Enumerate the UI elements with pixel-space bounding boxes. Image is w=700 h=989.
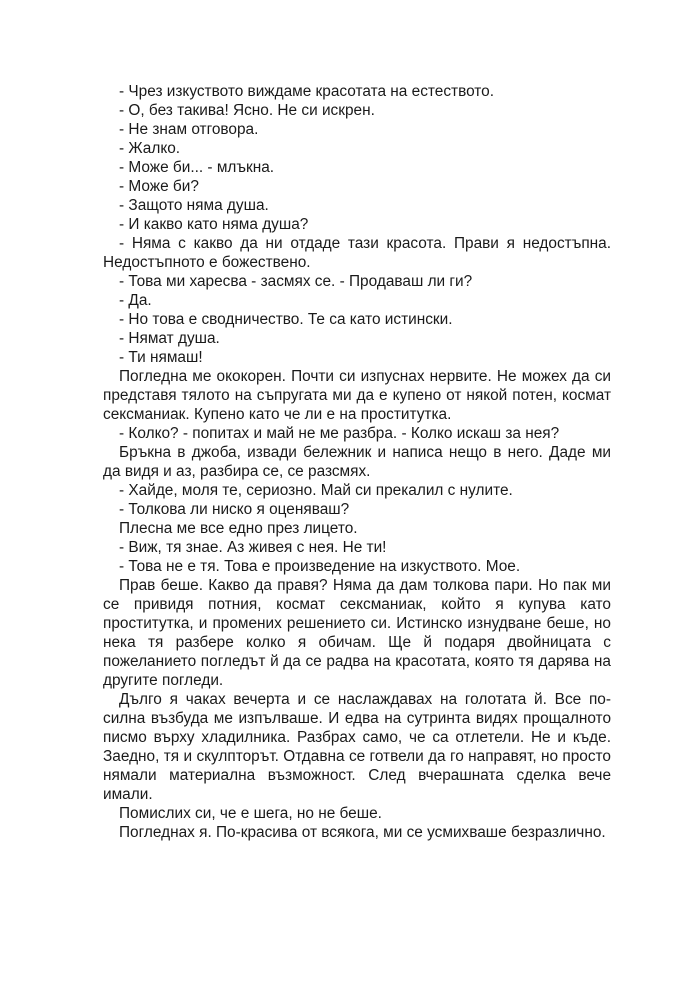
paragraph: - Може би? (119, 178, 199, 195)
paragraph: - Може би... - млъкна. (119, 159, 275, 176)
paragraph: - Не знам отговора. (119, 121, 259, 138)
paragraph: - Ти нямаш! (119, 349, 203, 366)
paragraph: - Това ми харесва - засмях се. - Продаваш ли ги? (119, 273, 473, 290)
paragraph: - Колко? - попитах и май не ме разбра. - Колко искаш за нея? (119, 425, 560, 442)
paragraph: Дълго я чаках вечерта и се наслаждавах на голотата й. Все по-силна възбуда ме изпълваше. И едва на сутринта видях прощалното писмо върху хладилника. Разбрах само, че са отлетели. Не и къде. Заедно, тя и скулпторът. Отдавна се готвели да го направят, но просто нямали материална възможност. След вчерашната сделка вече имали. (103, 691, 611, 803)
paragraph: - О, без такива! Ясно. Не си искрен. (119, 102, 375, 119)
paragraph: Погледнах я. По-красива от всякога, ми се усмихваше безразлично. (119, 824, 606, 841)
paragraph: Погледна ме ококорен. Почти си изпуснах нервите. Не можех да си представя тялото на съпругата ми да е купено от някой потен, космат сексманиак. Купено като че ли е на проститутка. (103, 368, 611, 423)
paragraph: - Толкова ли ниско я оценяваш? (119, 501, 350, 518)
paragraph: Прав беше. Какво да правя? Няма да дам толкова пари. Но пак ми се привидя потния, космат сексманиак, който я купува като проститутка, и промених решението си. Истинско изнудване беше, но нека тя разбере колко я обичам. Ще й подаря двойницата с пожеланието погледът й да се радва на красотата, която тя дарява на другите погледи. (103, 577, 611, 689)
paragraph: - Защото няма душа. (119, 197, 269, 214)
paragraph: - Това не е тя. Това е произведение на изкуството. Мое. (119, 558, 521, 575)
paragraph: - Но това е сводничество. Те са като истински. (119, 311, 453, 328)
paragraph: - Няма с какво да ни отдаде тази красота. Прави я недостъпна. Недостъпното е божествено. (103, 235, 611, 271)
paragraph: - Чрез изкуството виждаме красотата на естеството. (119, 83, 495, 100)
paragraph: - Да. (119, 292, 152, 309)
paragraph: - Хайде, моля те, сериозно. Май си прекалил с нулите. (119, 482, 513, 499)
paragraph: - Виж, тя знае. Аз живея с нея. Не ти! (119, 539, 387, 556)
paragraph: Помислих си, че е шега, но не беше. (119, 805, 382, 822)
story-text (103, 82, 611, 842)
paragraph: - Нямат душа. (119, 330, 220, 347)
paragraph: Бръкна в джоба, извади бележник и написа нещо в него. Даде ми да видя и аз, разбира се, се разсмях. (103, 444, 611, 480)
paragraph: Плесна ме все едно през лицето. (119, 520, 358, 537)
paragraph: - И какво като няма душа? (119, 216, 309, 233)
paragraph: - Жалко. (119, 140, 181, 157)
